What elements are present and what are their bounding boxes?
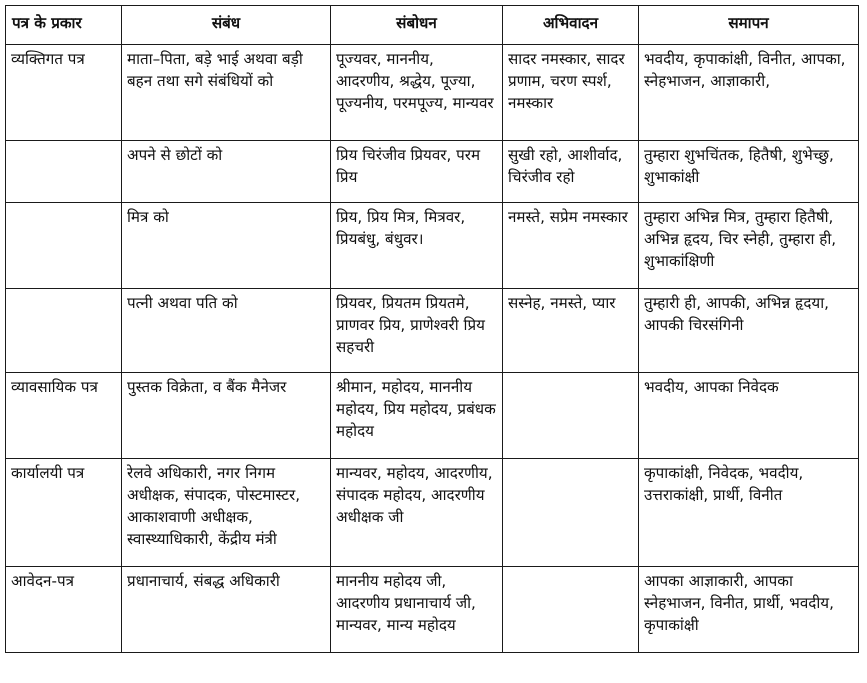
- cell-letter-type: आवेदन-पत्र: [6, 567, 122, 653]
- cell-greeting: सुखी रहो, आशीर्वाद, चिरंजीव रहो: [503, 141, 639, 203]
- cell-greeting: नमस्ते, सप्रेम नमस्कार: [503, 203, 639, 289]
- cell-relation: रेलवे अधिकारी, नगर निगम अधीक्षक, संपादक, पोस्टमास्टर, आकाशवाणी अधीक्षक, स्वास्थ्याधिकारी, केंद्रीय मंत्री: [122, 459, 331, 567]
- cell-closing: भवदीय, कृपाकांक्षी, विनीत, आपका, स्नेहभाजन, आज्ञाकारी,: [639, 45, 859, 141]
- cell-letter-type: [6, 141, 122, 203]
- table-row: [6, 567, 859, 653]
- cell-relation: पुस्तक विक्रेता, व बैंक मैनेजर: [122, 373, 331, 459]
- cell-address: श्रीमान, महोदय, माननीय महोदय, प्रिय महोदय, प्रबंधक महोदय: [331, 373, 503, 459]
- letter-format-table: [5, 5, 859, 653]
- cell-relation: अपने से छोटों को: [122, 141, 331, 203]
- cell-greeting: [503, 567, 639, 653]
- cell-address: प्रिय चिरंजीव प्रियवर, परम प्रिय: [331, 141, 503, 203]
- cell-relation: पत्नी अथवा पति को: [122, 289, 331, 373]
- table-row: [6, 373, 859, 459]
- table-header-row: [6, 6, 859, 45]
- letter-format-table-container: [5, 5, 858, 653]
- table-row: [6, 289, 859, 373]
- cell-closing: तुम्हारा अभिन्न मित्र, तुम्हारा हितैषी, अभिन्न हृदय, चिर स्नेही, तुम्हारा ही, शुभाकांक्षिणी: [639, 203, 859, 289]
- header-greeting: अभिवादन: [503, 6, 639, 45]
- cell-closing: तुम्हारा शुभचिंतक, हितैषी, शुभेच्छु, शुभाकांक्षी: [639, 141, 859, 203]
- cell-address: प्रियवर, प्रियतम प्रियतमे, प्राणवर प्रिय, प्राणेश्वरी प्रिय सहचरी: [331, 289, 503, 373]
- table-row: [6, 459, 859, 567]
- table-row: [6, 45, 859, 141]
- cell-address: मान्यवर, महोदय, आदरणीय, संपादक महोदय, आदरणीय अधीक्षक जी: [331, 459, 503, 567]
- cell-relation: मित्र को: [122, 203, 331, 289]
- cell-letter-type: कार्यालयी पत्र: [6, 459, 122, 567]
- cell-greeting: सादर नमस्कार, सादर प्रणाम, चरण स्पर्श, नमस्कार: [503, 45, 639, 141]
- cell-closing: आपका आज्ञाकारी, आपका स्नेहभाजन, विनीत, प्रार्थी, भवदीय, कृपाकांक्षी: [639, 567, 859, 653]
- cell-address: प्रिय, प्रिय मित्र, मित्रवर, प्रियबंधु, बंधुवर।: [331, 203, 503, 289]
- cell-letter-type: व्यावसायिक पत्र: [6, 373, 122, 459]
- cell-relation: प्रधानाचार्य, संबद्ध अधिकारी: [122, 567, 331, 653]
- header-closing: समापन: [639, 6, 859, 45]
- table-row: [6, 141, 859, 203]
- cell-closing: भवदीय, आपका निवेदक: [639, 373, 859, 459]
- cell-relation: माता–पिता, बड़े भाई अथवा बड़ी बहन तथा सगे संबंधियों को: [122, 45, 331, 141]
- cell-letter-type: [6, 289, 122, 373]
- cell-greeting: [503, 373, 639, 459]
- cell-greeting: [503, 459, 639, 567]
- cell-address: पूज्यवर, माननीय, आदरणीय, श्रद्धेय, पूज्या, पूज्यनीय, परमपूज्य, मान्यवर: [331, 45, 503, 141]
- cell-letter-type: व्यक्तिगत पत्र: [6, 45, 122, 141]
- header-relation: संबंध: [122, 6, 331, 45]
- cell-closing: कृपाकांक्षी, निवेदक, भवदीय, उत्तराकांक्षी, प्रार्थी, विनीत: [639, 459, 859, 567]
- table-row: [6, 203, 859, 289]
- header-letter-type: पत्र के प्रकार: [6, 6, 122, 45]
- cell-greeting: सस्नेह, नमस्ते, प्यार: [503, 289, 639, 373]
- header-address: संबोधन: [331, 6, 503, 45]
- cell-closing: तुम्हारी ही, आपकी, अभिन्न हृदया, आपकी चिरसंगिनी: [639, 289, 859, 373]
- cell-letter-type: [6, 203, 122, 289]
- cell-address: माननीय महोदय जी, आदरणीय प्रधानाचार्य जी, मान्यवर, मान्य महोदय: [331, 567, 503, 653]
